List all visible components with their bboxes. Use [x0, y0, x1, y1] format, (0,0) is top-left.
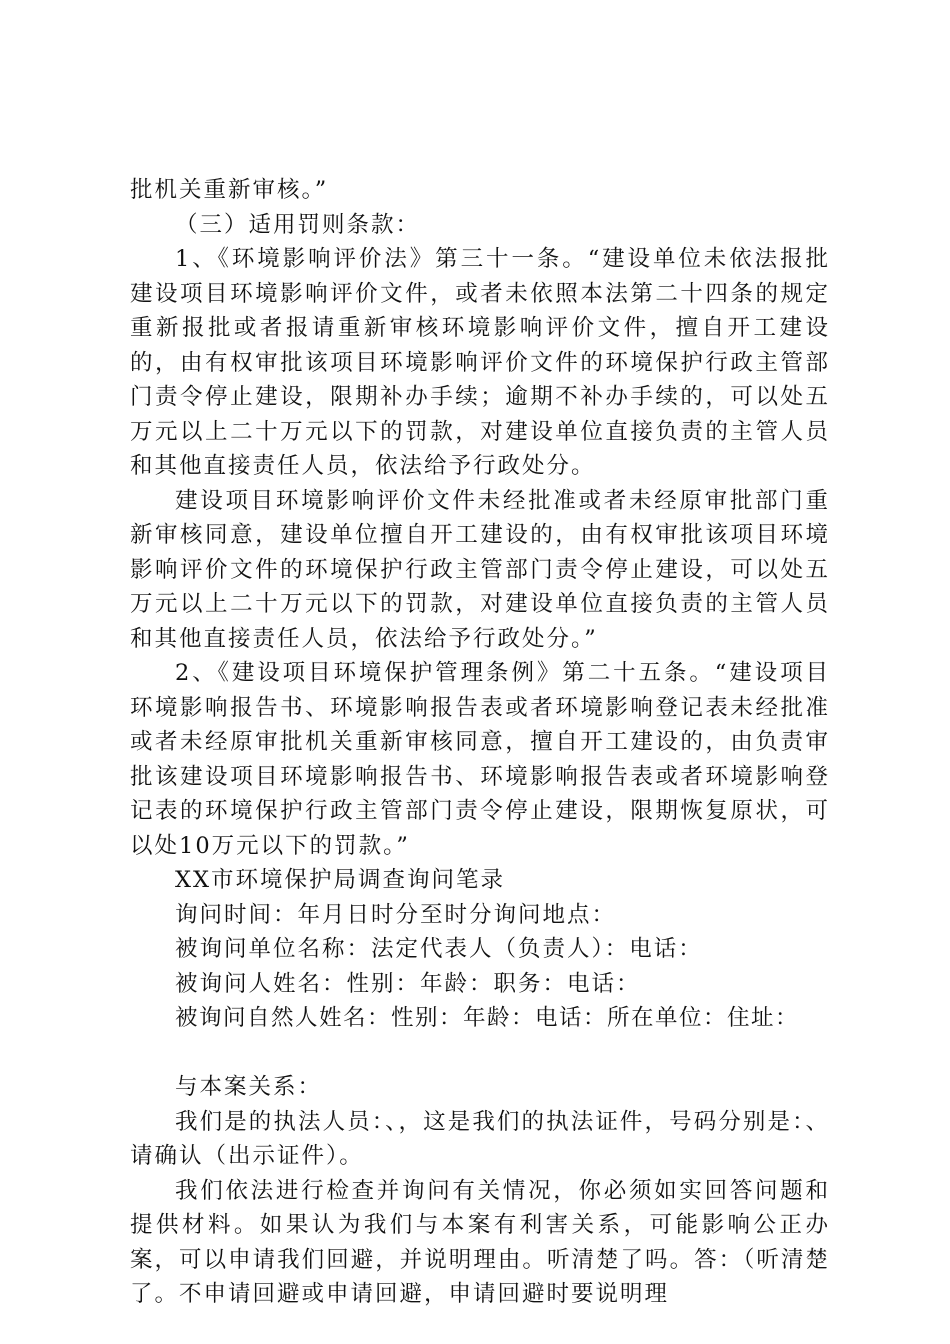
section-heading-penalty-clauses: （三）适用罚则条款： — [175, 211, 421, 238]
paragraph-clause-2: 2、《建设项目环境保护管理条例》第二十五条。“建设项目环境影响报告书、环境影响报告表或者环境影响登记表未经批准或者未经原审批机关重新审核同意，擅自开工建设的，由负责审批该建设项目环境影响报告书、环境影响报告表或者环境影响登记表的环境保护行政主管部门责令停止建设，限期恢复原状，可以处10万元以下的罚款。” — [130, 660, 830, 859]
field-inquiry-time: 询问时间：年月日时分至时分询问地点： — [175, 901, 617, 928]
record-title: XX市环境保护局调查询问笔录 — [175, 867, 506, 893]
field-inquired-natural-person: 被询问自然人姓名：性别：年龄：电话：所在单位：住址： — [175, 1005, 800, 1031]
document-page — [130, 173, 830, 1312]
paragraph-rights-notice: 我们依法进行检查并询问有关情况，你必须如实回答问题和提供材料。如果认为我们与本案有利害关系，可能影响公正办案，可以申请我们回避，并说明理由。听清楚了吗。答：（听清楚了。不申请回避或申请回避，申请回避时要说明理 — [130, 1177, 830, 1307]
field-inquired-person: 被询问人姓名：性别：年龄：职务：电话： — [175, 970, 641, 997]
field-inquired-unit: 被询问单位名称：法定代表人（负责人）：电话： — [175, 936, 703, 962]
paragraph-clause-1: 1、《环境影响评价法》第三十一条。“建设单位未依法报批建设项目环境影响评价文件，或者未依照本法第二十四条的规定重新报批或者报请重新审核环境影响评价文件，擅自开工建设的，由有权审批该项目环境影响评价文件的环境保护行政主管部门责令停止建设，限期补办手续；逾期不补办手续的，可以处五万元以上二十万元以下的罚款，对建设单位直接负责的主管人员和其他直接责任人员，依法给予行政处分。 — [130, 246, 830, 479]
field-case-relation: 与本案关系： — [175, 1074, 323, 1100]
blank-line — [130, 1036, 830, 1071]
paragraph-officer-introduction: 我们是的执法人员：、，这是我们的执法证件，号码分别是：、请确认（出示证件）。 — [130, 1108, 830, 1169]
paragraph-clause-1-continued: 建设项目环境影响评价文件未经批准或者未经原审批部门重新审核同意，建设单位擅自开工建设的，由有权审批该项目环境影响评价文件的环境保护行政主管部门责令停止建设，可以处五万元以上二十万元以下的罚款，对建设单位直接负责的主管人员和其他直接责任人员，依法给予行政处分。” — [130, 487, 830, 652]
paragraph-continuation: 批机关重新审核。” — [130, 177, 329, 203]
